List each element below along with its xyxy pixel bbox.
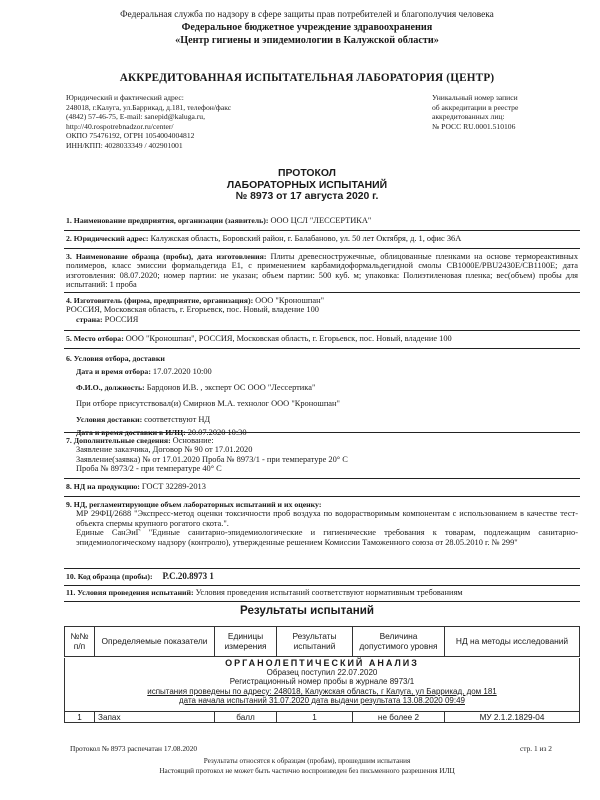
address-block <box>66 93 326 151</box>
delivery-value: соответствуют НД <box>144 415 211 424</box>
section-manufacturer <box>66 296 578 324</box>
section-sampling-conditions <box>66 352 578 439</box>
registry-line: Уникальный номер записи <box>432 93 518 102</box>
divider <box>64 568 580 569</box>
registry-line: аккредитованных лиц: <box>432 112 505 122</box>
address-line: 248018, г.Калуга, ул.Баррикад, д.181, телефон/факс <box>66 102 232 112</box>
organoleptic-title: ОРГАНОЛЕПТИЧЕСКИЙ АНАЛИЗ <box>225 658 419 668</box>
divider <box>64 348 580 349</box>
section-value: Калужская область, Боровский район, г. Балабаново, ул. 50 лет Октября, д. 1, офис 36А <box>150 234 462 243</box>
present-at-sampling: При отборе присутствовал(и) Смирнов М.А. технолог ООО "Кроношпан" <box>76 399 340 408</box>
divider <box>64 330 580 331</box>
section-legal-address <box>66 234 578 243</box>
divider <box>64 432 580 433</box>
col-limit: Величина допустимого уровня <box>353 627 445 657</box>
divider <box>64 496 580 497</box>
sample-code-value: Р.С.20.8973 1 <box>162 571 214 581</box>
section-test-standards <box>66 500 578 547</box>
delivery-label: Условия доставки: <box>76 415 143 424</box>
test-address: испытания проведены по адресу: 248018, Калужская область, г Калуга, ул Баррикад, дом 181 <box>147 686 497 696</box>
results-table-header <box>64 626 580 657</box>
institution-name <box>58 22 556 47</box>
section-label: 7. Дополнительные сведения: <box>66 436 171 445</box>
address-line: (4842) 57-46-75, E-mail: sanepid@kaluga.ru, <box>66 112 206 122</box>
section-label: 5. Место отбора: <box>66 334 124 343</box>
divider <box>64 292 580 293</box>
protocol-title-line: ЛАБОРАТОРНЫХ ИСПЫТАНИЙ <box>226 179 388 191</box>
additional-info-line: Заявление(заявка) № от 17.01.2020 Проба № 8973/1 - при температуре 20° С <box>76 454 348 464</box>
divider <box>64 248 580 249</box>
results-table-body <box>64 711 580 723</box>
footer-note: Настоящий протокол не может быть частично воспроизведен без письменного разрешения ИЛЦ <box>159 766 455 775</box>
section-label: 8. НД на продукцию: <box>66 482 140 491</box>
page-number: стр. 1 из 2 <box>520 744 552 753</box>
section-value: ООО "Кроношпан", РОССИЯ, Московская область, г. Егорьевск, пос. Новый, владение 100 <box>125 334 452 343</box>
section-label: 4. Изготовитель (фирма, предприятие, организация): <box>66 296 254 305</box>
test-standard-line: МР 29ФЦ/2688 "Экспресс-метод оценки токсичности проб воздуха по водорастворимым компонентам с использованием в качестве тест-объекта спермы крупного рогатого скота.". <box>76 509 578 528</box>
manufacturer-address: РОССИЯ, Московская область, г. Егорьевск, пос. Новый, владение 100 <box>66 305 319 315</box>
arrival-label: Дата и время доставки в ИЛЦ: <box>76 428 186 437</box>
footer-note: Результаты относятся к образцам (пробам), прошедшим испытания <box>203 757 411 765</box>
protocol-title <box>58 168 556 203</box>
divider <box>64 585 580 586</box>
col-method: НД на методы исследований <box>445 627 580 657</box>
section-product-standard <box>66 482 578 491</box>
additional-info-line: Проба № 8973/2 - при температуре 40° С <box>76 464 222 474</box>
section-label: 1. Наименование предприятия, организации (заявитель): <box>66 216 269 225</box>
col-unit: Единицы измерения <box>215 627 277 657</box>
section-sample <box>66 252 578 290</box>
organoleptic-block <box>64 658 580 712</box>
country-label: страна: <box>76 314 103 324</box>
test-dates: дата начала испытаний 31.07.2020 дата выдачи результата 13.08.2020 09:49 <box>179 695 465 705</box>
row-result: 1 <box>277 712 353 723</box>
registry-block <box>432 93 572 131</box>
section-value: Условия проведения испытаний соответствуют нормативным требованиям <box>195 588 463 597</box>
test-standard-line: Единые СанЭиГ "Единые санитарно-эпидемиологические и гигиенические требования к товарам, подлежащим санитарно-эпидемиологическому надзору (контролю), утвержденные решением Комиссии Таможенного союза от 28.05.2010 г. № 299" <box>76 528 578 547</box>
divider <box>64 601 580 602</box>
row-limit: не более 2 <box>353 712 445 723</box>
address-line: http://40.rospotrebnadzor.ru/center/ <box>66 121 174 131</box>
sampler-label: Ф.И.О., должность: <box>76 383 145 392</box>
sampler-value: Бардонов И.В. , эксперт ОС ООО "Лессертика" <box>146 383 316 392</box>
section-value: ООО ЦСЛ "ЛЕССЕРТИКА" <box>270 216 372 225</box>
section-value: Основание: <box>172 436 214 445</box>
footer-notes <box>58 757 556 776</box>
row-unit: балл <box>215 712 277 723</box>
institution-line-1: Федеральное бюджетное учреждение здравоохранения <box>181 22 433 33</box>
col-indicator: Определяемые показатели <box>95 627 215 657</box>
section-sampling-place <box>66 334 578 343</box>
sampling-date-label: Дата и время отбора: <box>76 367 151 376</box>
address-line: Юридический и фактический адрес: <box>66 93 184 102</box>
section-test-conditions <box>66 588 578 597</box>
protocol-title-line: ПРОТОКОЛ <box>278 168 336 179</box>
section-value: Плиты древесностружечные, облицованные пленками на основе термореактивных полимеров, класс эмиссии формальдегида Е1, с применением карбамидоформальдегидной смолы СВ1000Е/PBU2430E/CB1100E; дата изготовления: 08.07.2020; номер партии: не указан; объем партии: 500 куб. м; упаковка: Полиэтиленовая пленка; вес(объем) пробы для испытаний: 1 проба <box>66 252 579 290</box>
sample-received: Образец поступил 22.07.2020 <box>266 668 378 678</box>
divider <box>64 478 580 479</box>
section-label: 11. Условия проведения испытаний: <box>66 588 194 597</box>
country-value: РОССИЯ <box>104 314 139 324</box>
lab-title: АККРЕДИТОВАННАЯ ИСПЫТАТЕЛЬНАЯ ЛАБОРАТОРИЯ (ЦЕНТР) <box>119 72 495 84</box>
section-label: 9. НД, регламентирующие объем лабораторных испытаний и их оценку: <box>66 500 322 509</box>
section-applicant <box>66 216 578 225</box>
institution-line-2: «Центр гигиены и эпидемиологии в Калужской области» <box>175 34 439 46</box>
registry-number: № РОСС RU.0001.510106 <box>432 121 516 131</box>
section-value: ГОСТ 32289-2013 <box>141 482 206 491</box>
agency-name: Федеральная служба по надзору в сфере защиты прав потребителей и благополучия человека <box>120 10 494 20</box>
col-result: Результаты испытаний <box>277 627 353 657</box>
registration-number: Регистрационный номер пробы в журнале 8973/1 <box>229 677 415 687</box>
row-number: 1 <box>65 712 95 723</box>
arrival-value: 20.07.2020 10:30 <box>187 428 247 437</box>
section-label: 6. Условия отбора, доставки <box>66 354 165 363</box>
divider <box>64 230 580 231</box>
additional-info-line: Заявление заказчика, Договор № 90 от 17.01.2020 <box>76 445 253 455</box>
section-label: 3. Наименование образца (пробы), дата изготовления: <box>66 252 267 261</box>
section-additional-info <box>66 436 578 474</box>
address-line: ИНН/КПП: 4028033349 / 402901001 <box>66 140 183 150</box>
section-label: 10. Код образца (пробы): <box>66 572 153 581</box>
table-row <box>65 712 580 723</box>
registry-line: об аккредитации в реестре <box>432 102 519 112</box>
sampling-date-value: 17.07.2020 10:00 <box>152 367 212 376</box>
section-label: 2. Юридический адрес: <box>66 234 149 243</box>
results-title: Результаты испытаний <box>240 604 374 617</box>
print-info: Протокол № 8973 распечатан 17.08.2020 <box>70 744 198 753</box>
row-indicator: Запах <box>95 712 215 723</box>
address-line: ОКПО 75476192, ОГРН 1054004004812 <box>66 131 195 141</box>
section-sample-code <box>66 572 578 581</box>
protocol-number: № 8973 от 17 августа 2020 г. <box>235 191 379 202</box>
col-number: №№ п/п <box>65 627 95 657</box>
row-method: МУ 2.1.2.1829-04 <box>445 712 580 723</box>
section-value: ООО "Кроношпан" <box>255 296 324 305</box>
